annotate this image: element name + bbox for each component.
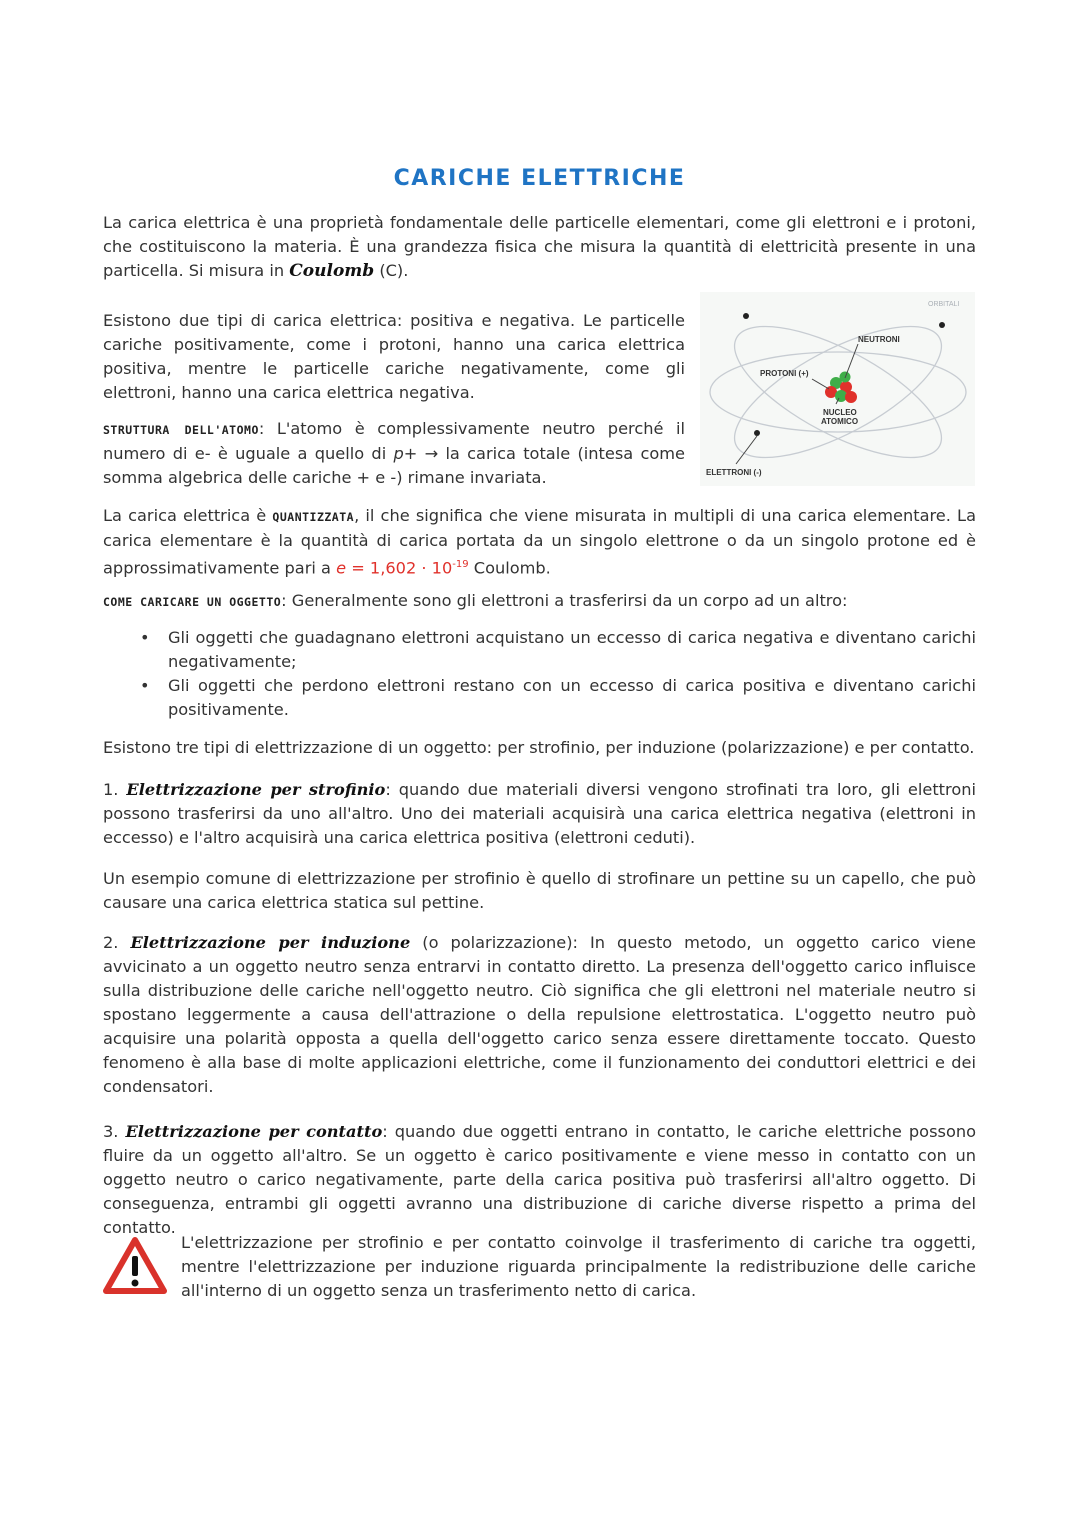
- contact-text: : quando due oggetti entrano in contatto, le cariche elettriche possono fluire da un oggetto all'altro. Se un oggetto è carico positivamente e viene messo in contatto con un oggetto neutro o carico negativamente, parte della carica positiva può trasferirsi all'altro oggetto. Di conseguenza, entrambi gli oggetti avranno una distribuzione di cariche diverse rispetto a prima del contatto.: [103, 1122, 977, 1237]
- warning-paragraph: [181, 1231, 976, 1303]
- arrow-icon: →: [417, 444, 446, 463]
- elementary-charge-value: = 1,602 · 10: [346, 558, 453, 578]
- electrons-label: ELETTRONI (-): [706, 468, 762, 477]
- list-item-text: Gli oggetti che perdono elettroni restano con un eccesso di carica positiva e diventano carichi positivamente.: [168, 676, 976, 719]
- rubbing-example-text: Un esempio comune di elettrizzazione per strofinio è quello di strofinare un pettine su un capello, che può causare una carica elettrica statica sul pettine.: [103, 869, 976, 912]
- contact-label: Elettrizzazione per contatto: [125, 1122, 383, 1141]
- list-item: [103, 674, 976, 722]
- electron-dot: [754, 430, 760, 436]
- bullet-icon: •: [140, 676, 150, 695]
- atom-structure-text-a: : L'atomo è complessivamente neutro perché il numero di e- è uguale a quello di: [103, 419, 685, 463]
- three-types-paragraph: [103, 736, 976, 760]
- how-to-charge-paragraph: [103, 589, 976, 614]
- atom-structure-label: STRUTTURA DELL'ATOMO: [103, 423, 259, 437]
- atom-structure-text-b: la carica totale (intesa come somma algebrica delle cariche + e -) rimane invariata.: [103, 444, 685, 487]
- proton-symbol: p+: [393, 444, 418, 463]
- charging-list: [103, 626, 976, 722]
- rubbing-number: 1.: [103, 780, 127, 799]
- charge-types-paragraph: [103, 309, 685, 405]
- charge-types-text: Esistono due tipi di carica elettrica: positiva e negativa. Le particelle cariche positivamente, come i protoni, hanno una carica elettrica positiva, mentre le particelle cariche negativamente, come gli elettroni, hanno una carica elettrica negativa.: [103, 311, 685, 402]
- elementary-charge-symbol: e: [336, 558, 347, 578]
- neutrons-label: NEUTRONI: [858, 335, 900, 344]
- induction-paragraph: [103, 931, 976, 1099]
- intro-unit-suffix: (C).: [374, 261, 409, 280]
- quantized-paragraph: [103, 504, 976, 580]
- intro-paragraph: [103, 211, 976, 283]
- nucleus-label-line1: NUCLEO: [823, 408, 857, 417]
- three-types-text: Esistono tre tipi di elettrizzazione di un oggetto: per strofinio, per induzione (polarizzazione) e per contatto.: [103, 738, 975, 757]
- atom-diagram-svg: [700, 292, 975, 486]
- elementary-charge-unit: Coulomb.: [468, 558, 551, 578]
- rubbing-text: : quando due materiali diversi vengono strofinati tra loro, gli elettroni possono trasferirsi da uno all'altro. Uno dei materiali acquisirà una carica elettrica negativa (elettroni in eccesso) e l'altro acquisirà una carica elettrica positiva (elettroni ceduti).: [103, 780, 976, 847]
- warning-text: L'elettrizzazione per strofinio e per contatto coinvolge il trasferimento di cariche tra oggetti, mentre l'elettrizzazione per induzione riguarda principalmente la redistribuzione delle cariche all'interno di un oggetto senza un trasferimento netto di carica.: [181, 1233, 976, 1300]
- contact-paragraph: [103, 1120, 976, 1240]
- contact-number: 3.: [103, 1122, 126, 1141]
- nucleus: [825, 372, 857, 404]
- rubbing-paragraph: [103, 778, 976, 850]
- quantized-text-b: , il che significa che viene misurata in multipli di una carica elementare. La carica elementare è la quantità di carica portata da un singolo elettrone o da un singolo protone ed è approssimativamente pari a: [103, 506, 976, 578]
- how-to-charge-text: : Generalmente sono gli elettroni a trasferirsi da un corpo ad un altro:: [281, 591, 848, 610]
- coulomb-word: Coulomb: [289, 261, 375, 281]
- quantized-text-a: La carica elettrica è: [103, 506, 273, 525]
- rubbing-label: Elettrizzazione per strofinio: [126, 780, 386, 799]
- list-item-text: Gli oggetti che guadagnano elettroni acquistano un eccesso di carica negativa e diventano carichi negativamente;: [168, 628, 976, 671]
- atom-structure-paragraph: [103, 417, 685, 490]
- induction-text: (o polarizzazione): In questo metodo, un oggetto carico viene avvicinato a un oggetto neutro senza entrarvi in contatto diretto. La presenza dell'oggetto carico influisce sulla distribuzione delle cariche nell'oggetto neutro. Ciò significa che gli elettroni nel materiale neutro si spostano leggermente a causa dell'attrazione o della repulsione elettrostatica. L'oggetto neutro può acquisire una polarità opposta a quella dell'oggetto carico senza essere direttamente toccato. Questo fenomeno è alla base di molte applicazioni elettriche, come il funzionamento dei conduttori elettrici e dei condensatori.: [103, 933, 976, 1096]
- electron-dot: [939, 322, 945, 328]
- electron-dot: [743, 313, 749, 319]
- how-to-charge-label: COME CARICARE UN OGGETTO: [103, 595, 282, 609]
- intro-text: La carica elettrica è una proprietà fondamentale delle particelle elementari, come gli elettroni e i protoni, che costituiscono la materia. È una grandezza fisica che misura la quantità di elettricità presente in una particella. Si misura in: [103, 213, 976, 280]
- elementary-charge-exponent: -19: [452, 559, 469, 570]
- rubbing-example-paragraph: [103, 867, 976, 915]
- protons-label: PROTONI (+): [760, 369, 809, 378]
- warning-triangle-icon: [103, 1236, 167, 1296]
- atom-diagram: [700, 292, 975, 486]
- nucleus-label-line2: ATOMICO: [821, 417, 859, 426]
- page-title: CARICHE ELETTRICHE: [393, 166, 686, 191]
- list-item: [103, 626, 976, 674]
- induction-label: Elettrizzazione per induzione: [130, 933, 411, 952]
- induction-number: 2.: [103, 933, 131, 952]
- orbitals-label: ORBITALI: [928, 301, 960, 308]
- quantized-label: QUANTIZZATA: [272, 510, 355, 524]
- bullet-icon: •: [140, 628, 150, 647]
